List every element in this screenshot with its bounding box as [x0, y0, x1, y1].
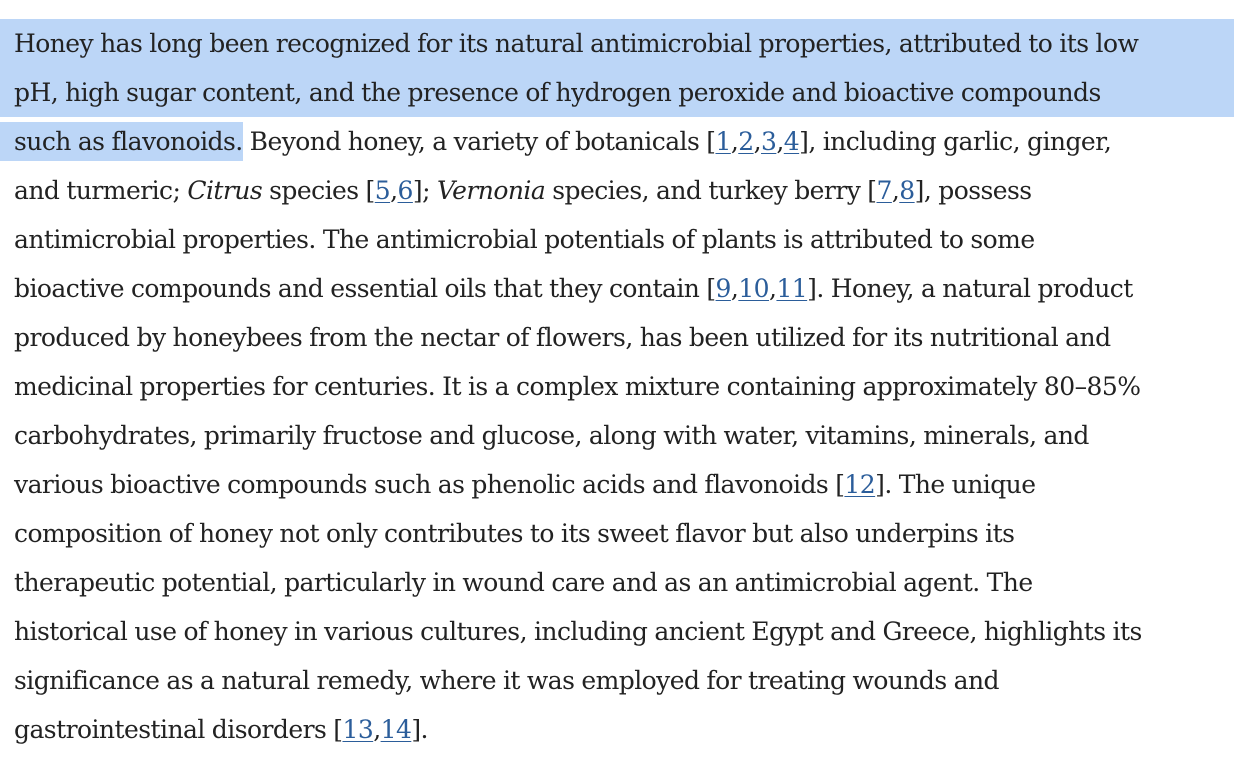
citation-separator: , — [730, 274, 739, 303]
body-text: various bioactive compounds such as phenolic acids and flavonoids [ — [14, 470, 845, 499]
text-line-6 — [14, 264, 1228, 313]
body-text: and turmeric; — [14, 176, 188, 205]
citation-link-13[interactable]: 13 — [342, 715, 374, 744]
citation-link-1[interactable]: 1 — [715, 127, 731, 156]
text-line-8 — [14, 362, 1228, 411]
body-text: species [ — [262, 176, 375, 205]
italic-genus-citrus: Citrus — [187, 176, 263, 205]
citation-link-3[interactable]: 3 — [761, 127, 777, 156]
citation-link-6[interactable]: 6 — [397, 176, 413, 205]
citation-link-12[interactable]: 12 — [844, 470, 876, 499]
body-text: ], including garlic, ginger, — [799, 127, 1112, 156]
text-line-3 — [14, 117, 1228, 166]
body-text: antimicrobial properties. The antimicrobial potentials of plants is attributed to some — [14, 225, 1035, 254]
body-text: ], possess — [914, 176, 1032, 205]
citation-separator: , — [390, 176, 398, 205]
body-text: ]. — [411, 715, 428, 744]
body-text: medicinal properties for centuries. It is a complex mixture containing approximately 80–85% — [14, 372, 1141, 401]
citation-link-11[interactable]: 11 — [776, 274, 808, 303]
body-text: Beyond honey, a variety of botanicals [ — [242, 127, 716, 156]
body-text: historical use of honey in various cultures, including ancient Egypt and Greece, highlights its — [14, 617, 1142, 646]
body-text: ]. The unique — [875, 470, 1036, 499]
citation-separator: , — [891, 176, 900, 205]
text-line-5 — [14, 215, 1228, 264]
text-line-12 — [14, 558, 1228, 607]
citation-link-10[interactable]: 10 — [738, 274, 770, 303]
citation-separator: , — [753, 127, 762, 156]
citation-link-4[interactable]: 4 — [783, 127, 800, 156]
citation-link-9[interactable]: 9 — [715, 274, 731, 303]
selected-text-line-3[interactable]: such as flavonoids. — [0, 122, 243, 161]
citation-separator: , — [769, 274, 777, 303]
citation-link-5[interactable]: 5 — [374, 176, 391, 205]
body-text: produced by honeybees from the nectar of flowers, has been utilized for its nutritional and — [14, 323, 1111, 352]
text-line-13 — [14, 607, 1228, 656]
citation-link-2[interactable]: 2 — [738, 127, 754, 156]
text-line-11 — [14, 509, 1228, 558]
text-line-10 — [14, 460, 1228, 509]
text-line-14 — [14, 656, 1228, 705]
text-line-1 — [14, 19, 1228, 68]
text-line-2 — [14, 68, 1228, 117]
selected-text-line-1[interactable]: Honey has long been recognized for its natural antimicrobial properties, attributed to its low — [0, 19, 1234, 68]
citation-link-14[interactable]: 14 — [380, 715, 412, 744]
citation-separator: , — [730, 127, 739, 156]
body-text: bioactive compounds and essential oils that they contain [ — [14, 274, 716, 303]
italic-genus-vernonia: Vernonia — [436, 176, 546, 205]
text-line-9 — [14, 411, 1228, 460]
citation-link-8[interactable]: 8 — [899, 176, 915, 205]
citation-separator: , — [373, 715, 381, 744]
article-paragraph — [14, 19, 1228, 754]
body-text: gastrointestinal disorders [ — [14, 715, 343, 744]
text-line-4 — [14, 166, 1228, 215]
text-line-15 — [14, 705, 1228, 754]
body-text: composition of honey not only contributes to its sweet flavor but also underpins its — [14, 519, 1015, 548]
body-text: carbohydrates, primarily fructose and glucose, along with water, vitamins, minerals, and — [14, 421, 1089, 450]
body-text: ]. Honey, a natural product — [807, 274, 1133, 303]
selected-text-line-2[interactable]: pH, high sugar content, and the presence of hydrogen peroxide and bioactive compounds — [0, 68, 1234, 117]
body-text: species, and turkey berry [ — [545, 176, 877, 205]
text-line-7 — [14, 313, 1228, 362]
body-text: therapeutic potential, particularly in wound care and as an antimicrobial agent. The — [14, 568, 1033, 597]
citation-link-7[interactable]: 7 — [876, 176, 892, 205]
citation-separator: , — [776, 127, 784, 156]
body-text: ]; — [412, 176, 437, 205]
body-text: significance as a natural remedy, where it was employed for treating wounds and — [14, 666, 1000, 695]
